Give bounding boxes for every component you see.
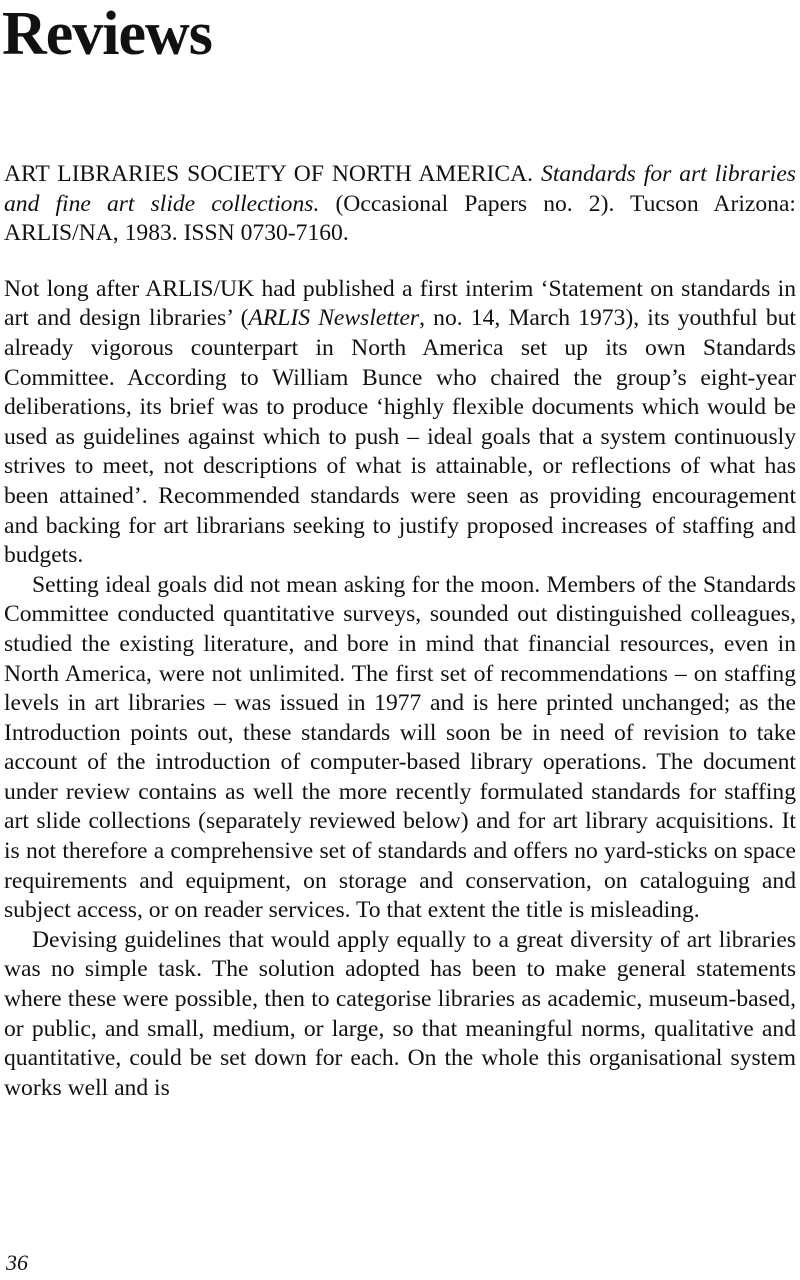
paragraph-1-italic: ARLIS Newsletter (248, 305, 420, 332)
page-number: 36 (6, 1250, 28, 1275)
paragraph-1 (4, 275, 796, 571)
paragraph-3: Devising guidelines that would apply equally to a great diversity of art libraries was no simple task. The solution adopted has been to make general statements where these were possible, then to categorise libraries as academic, museum-based, or public, and small, medium, or large, so that meaningful norms, qualitative and quantitative, could be set down for each. On the whole this organisational system works well and is (4, 926, 796, 1101)
paragraph-1-text-a: Not long after ARLIS/UK had published a first interim ‘Statement on standards in art and design libraries’ ( (4, 275, 796, 332)
paragraph-2: Setting ideal goals did not mean asking for the moon. Members of the Standards Committee conducted quantitative surveys, sounded out distinguished colleagues, studied the existing literature, and bore in mind that financial resources, even in North America, were not unlimited. The first set of recommendations – on staffing levels in art libraries – was issued in 1977 and is here printed unchanged; as the Introduction points out, these standards will soon be in need of revision to take account of the introduction of computer-based library operations. The document under review contains as well the more recently formulated standards for staffing art slide collections (separately reviewed below) and for art library acquisitions. It is not therefore a comprehensive set of standards and offers no yard-sticks on space requirements and equipment, on storage and conservation, on cataloguing and subject access, or on reader services. To that extent the title is misleading. (4, 571, 796, 924)
review-body (4, 160, 796, 1103)
citation-author: ART LIBRARIES SOCIETY OF NORTH AMERICA. (4, 161, 534, 187)
bibliographic-citation (4, 160, 796, 249)
citation-details: (Occasional Papers no. 2). Tucson Arizona: ARLIS/NA, 1983. ISSN 0730-7160. (4, 190, 796, 247)
citation-book-title: Standards for art libraries and fine art slide collections. (4, 161, 796, 217)
paragraph-1-text-b: , no. 14, March 1973), its youthful but already vigorous counterpart in North America set up its own Standards Committee. According to William Bunce who chaired the group’s eight-year deliberations, its brief was to produce ‘highly flexible documents which would be used as guidelines against which to push – ideal goals that a system continuously strives to meet, not descriptions of what is attainable, or reflections of what has been attained’. Recommended standards were seen as providing encouragement and backing for art librarians seeking to justify proposed increases of staffing and budgets. (4, 305, 796, 569)
section-heading: Reviews (2, 0, 212, 68)
